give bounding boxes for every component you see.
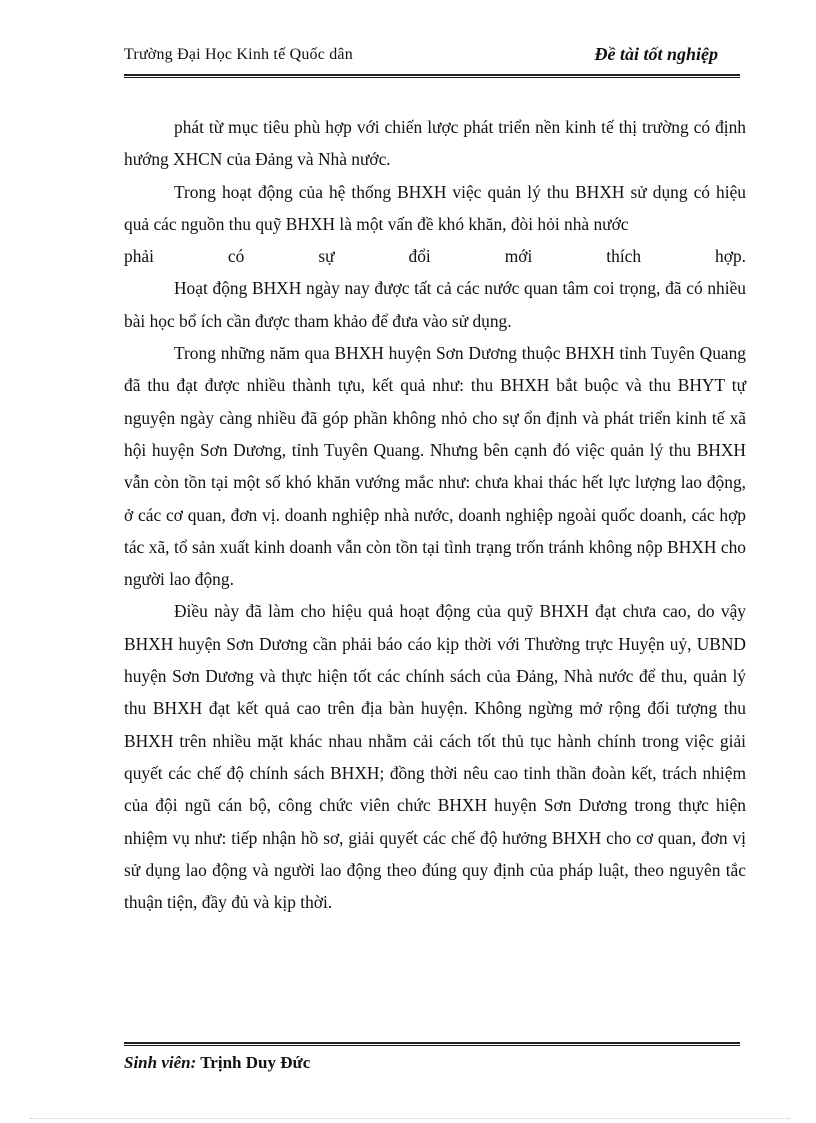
paragraph-1: phát từ mục tiêu phù hợp với chiến lược phát triển nền kinh tế thị trường có định hướng XHCN của Đảng và Nhà nước. <box>124 117 746 170</box>
paragraph-4: Trong những năm qua BHXH huyện Sơn Dương thuộc BHXH tỉnh Tuyên Quang đã thu đạt được nhiều thành tựu, kết quả như: thu BHXH bắt buộc và thu BHYT tự nguyện ngày càng nhiều đã góp phần không nhỏ cho sự ổn định và phát triển kinh tế xã hội huyện Sơn Dương, tỉnh Tuyên Quang. Nhưng bên cạnh đó việc quản lý thu BHXH vẫn còn tồn tại một số khó khăn vướng mắc như: chưa khai thác hết lực lượng lao động, ở các cơ quan, đơn vị. doanh nghiệp nhà nước, doanh nghiệp ngoài quốc doanh, các hợp tác xã, tổ sản xuất kinh doanh vẫn còn tồn tại tình trạng trốn tránh không nộp BHXH cho người lao động. <box>124 343 746 590</box>
header-rule <box>124 74 740 78</box>
document-type: Đề tài tốt nghiệp <box>594 44 718 64</box>
paragraph-3: Hoạt động BHXH ngày nay được tất cả các nước quan tâm coi trọng, đã có nhiều bài học bổ ích cần được tham khảo để đưa vào sử dụng. <box>124 278 746 331</box>
document-body <box>124 111 746 918</box>
page-header <box>124 44 740 70</box>
paragraph-2-continuation: phải có sự đổi mới thích hợp. <box>124 246 746 267</box>
institution-name: Trường Đại Học Kinh tế Quốc dân <box>124 46 353 63</box>
paragraph-5: Điều này đã làm cho hiệu quả hoạt động của quỹ BHXH đạt chưa cao, do vậy BHXH huyện Sơn Dương cần phải báo cáo kịp thời với Thường trực Huyện uỷ, UBND huyện Sơn Dương và thực hiện tốt các chính sách của Đảng, Nhà nước để thu, quản lý thu BHXH đạt kết quả cao trên địa bàn huyện. Không ngừng mở rộng đối tượng thu BHXH trên nhiều mặt khác nhau nhằm cải cách tốt thủ tục hành chính trong việc giải quyết các chế độ chính sách BHXH; đồng thời nêu cao tinh thần đoàn kết, trách nhiệm của đội ngũ cán bộ, công chức viên chức BHXH huyện Sơn Dương trong thực hiện nhiệm vụ như: tiếp nhận hồ sơ, giải quyết các chế độ hưởng BHXH cho cơ quan, đơn vị sử dụng lao động và người lao động theo đúng quy định của pháp luật, theo nguyên tắc thuận tiện, đầy đủ và kịp thời. <box>124 601 746 913</box>
page-footer <box>124 1053 310 1073</box>
page-edge-divider <box>30 1118 790 1119</box>
student-name: Trịnh Duy Đức <box>200 1053 311 1072</box>
footer-rule <box>124 1042 740 1046</box>
footer-label: Sinh viên: <box>124 1053 197 1072</box>
paragraph-2: Trong hoạt động của hệ thống BHXH việc quản lý thu BHXH sử dụng có hiệu quả các nguồn thu quỹ BHXH là một vấn đề khó khăn, đòi hỏi nhà nước <box>124 181 746 234</box>
